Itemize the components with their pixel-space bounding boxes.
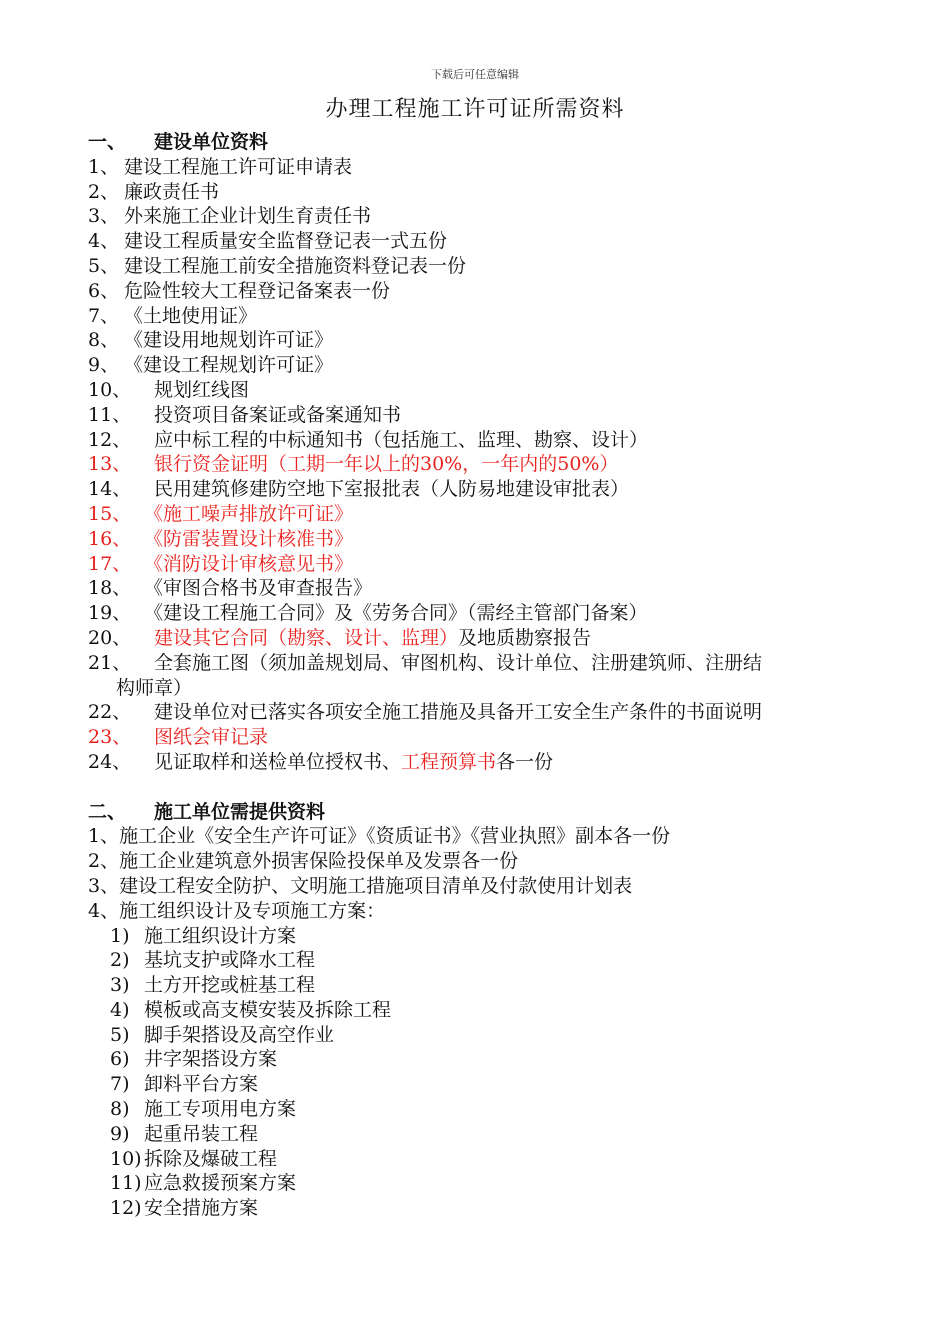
- list-item: 3、建设工程安全防护、文明施工措施项目清单及付款使用计划表: [88, 874, 633, 897]
- list-item: 10、 规划红线图: [88, 378, 250, 401]
- section-1-heading: [88, 130, 888, 155]
- list-item: 11、 投资项目备案证或备案通知书: [88, 403, 402, 426]
- section-2-heading: [88, 800, 888, 825]
- list-item: 20、 建设其它合同（勘察、设计、监理）及地质勘察报告: [88, 626, 592, 649]
- list-item-highlighted: 23、 图纸会审记录: [88, 726, 269, 749]
- section-title: 建设单位资料: [154, 131, 269, 153]
- sub-list-item: 1) 施工组织设计方案: [110, 924, 297, 947]
- list-item: 9、 《建设工程规划许可证》: [88, 354, 334, 377]
- sub-list-item: 2) 基坑支护或降水工程: [110, 949, 316, 972]
- sub-list-item: 10) 拆除及爆破工程: [110, 1147, 278, 1170]
- list-item: 12、 应中标工程的中标通知书（包括施工、监理、勘察、设计）: [88, 428, 649, 451]
- sub-list-item: 3) 土方开挖或桩基工程: [110, 974, 316, 997]
- list-item: 22、 建设单位对已落实各项安全施工措施及具备开工安全生产条件的书面说明: [88, 701, 763, 724]
- list-item: 2、施工企业建筑意外损害保险投保单及发票各一份: [88, 850, 519, 873]
- list-item: 24、 见证取样和送检单位授权书、工程预算书各一份: [88, 750, 554, 773]
- sub-list-item: 6) 井字架搭设方案: [110, 1048, 278, 1071]
- sub-list-item: 9) 起重吊装工程: [110, 1122, 259, 1145]
- section-number: 二、: [88, 800, 127, 823]
- section-number: 一、: [88, 131, 127, 153]
- sub-list-item: 8) 施工专项用电方案: [110, 1098, 297, 1121]
- list-item-highlighted: 17、 《消防设计审核意见书》: [88, 552, 354, 575]
- list-item: 21、 全套施工图（须加盖规划局、审图机构、设计单位、注册建筑师、注册结: [88, 651, 763, 674]
- list-item: 3、 外来施工企业计划生育责任书: [88, 205, 372, 228]
- section-title: 施工单位需提供资料: [154, 800, 326, 823]
- page-header-note: 下载后可任意编辑: [431, 68, 519, 81]
- sub-list-item: 11) 应急救援预案方案: [110, 1172, 297, 1195]
- list-item: 19、 《建设工程施工合同》及《劳务合同》（需经主管部门备案）: [88, 602, 648, 625]
- list-item: 6、 危险性较大工程登记备案表一份: [88, 279, 391, 302]
- list-item-highlighted: 16、 《防雷装置设计核准书》: [88, 527, 354, 550]
- list-item: 8、 《建设用地规划许可证》: [88, 329, 334, 352]
- list-item: 1、 建设工程施工许可证申请表: [88, 155, 353, 178]
- list-item: 1、施工企业《安全生产许可证》《资质证书》《营业执照》副本各一份: [88, 825, 671, 848]
- list-item: 18、 《审图合格书及审查报告》: [88, 577, 373, 600]
- sub-list-item: 5) 脚手架搭设及高空作业: [110, 1023, 335, 1046]
- list-item: 4、施工组织设计及专项施工方案：: [88, 899, 386, 922]
- list-item-highlighted: 15、 《施工噪声排放许可证》: [88, 502, 354, 525]
- sub-list-item: 12) 安全措施方案: [110, 1197, 259, 1220]
- sub-list-item: 7) 卸料平台方案: [110, 1073, 259, 1096]
- list-item: 2、 廉政责任书: [88, 180, 220, 203]
- list-item: 5、 建设工程施工前安全措施资料登记表一份: [88, 254, 467, 277]
- sub-list-item: 4) 模板或高支模安装及拆除工程: [110, 998, 392, 1021]
- document-body: [88, 130, 888, 1221]
- list-item: 14、 民用建筑修建防空地下室报批表（人防易地建设审批表）: [88, 478, 630, 501]
- document-title: 办理工程施工许可证所需资料: [325, 97, 625, 122]
- list-item-highlighted: 13、 银行资金证明（工期一年以上的30%，一年内的50%）: [88, 453, 619, 476]
- list-item: 4、 建设工程质量安全监督登记表一式五份: [88, 230, 448, 253]
- list-item: 7、 《土地使用证》: [88, 304, 258, 327]
- list-item-continuation: 构师章）: [116, 676, 193, 699]
